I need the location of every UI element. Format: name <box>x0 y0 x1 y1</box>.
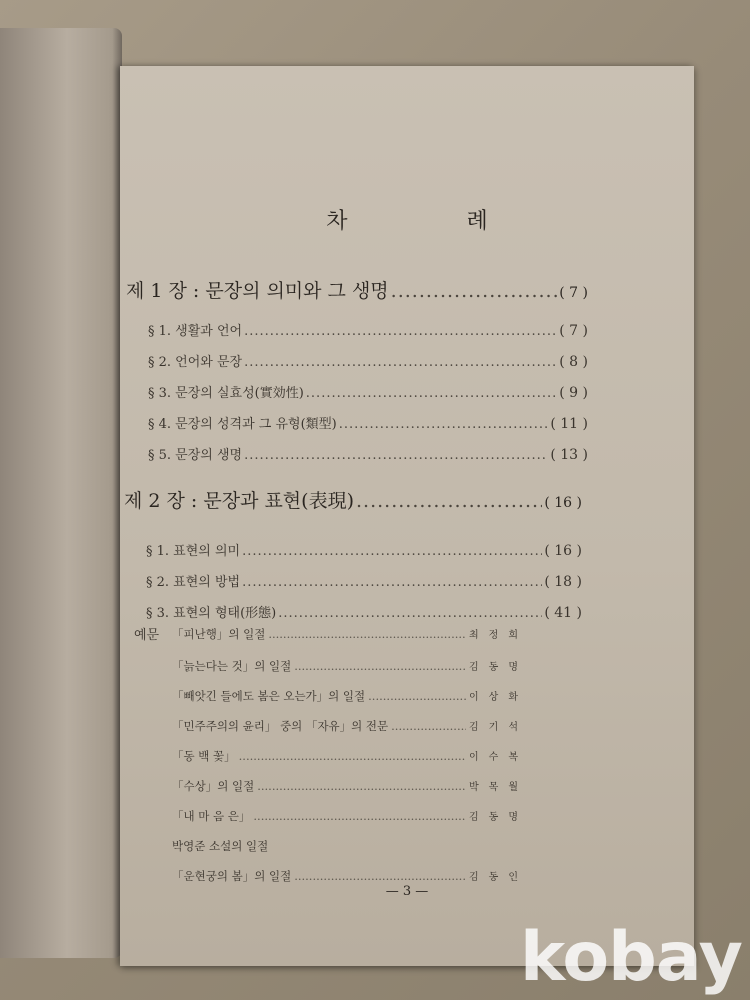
example-author: 박목월 <box>469 782 528 793</box>
left-page-edge <box>0 28 122 958</box>
section-label: § 2. 언어와 문장 <box>148 355 243 370</box>
example-author: 최정희 <box>469 630 528 641</box>
dot-leader <box>244 355 557 370</box>
dot-leader <box>294 869 466 883</box>
example-entry <box>172 626 528 642</box>
watermark-logo: kobay <box>520 918 742 997</box>
section-label: § 3. 표현의 형태(形態) <box>146 606 277 621</box>
section-label: § 3. 문장의 실효성(實効性) <box>148 386 304 401</box>
section-page: ( 9 ) <box>559 385 588 401</box>
section-page: ( 16 ) <box>544 543 582 559</box>
example-author: 김동명 <box>469 812 528 823</box>
example-entry <box>172 688 528 704</box>
section-2-1 <box>146 540 582 559</box>
dot-leader <box>306 386 557 401</box>
section-1-2 <box>148 351 588 370</box>
section-1-4 <box>148 413 588 432</box>
section-label: § 2. 표현의 방법 <box>146 575 241 590</box>
example-entry <box>172 658 528 674</box>
dot-leader <box>391 280 558 302</box>
book-page <box>120 66 694 966</box>
dot-leader <box>253 809 466 823</box>
section-page: ( 18 ) <box>544 574 582 590</box>
example-author: 김동인 <box>469 872 528 883</box>
dot-leader <box>244 324 557 339</box>
section-page: ( 8 ) <box>559 354 588 370</box>
dot-leader <box>368 689 466 703</box>
chapter-1-label: 제 1 장 : 문장의 의미와 그 생명 <box>126 280 389 302</box>
examples-label: 예문 <box>134 628 160 643</box>
chapter-1-page: ( 7 ) <box>559 285 588 301</box>
section-label: § 5. 문장의 생명 <box>148 448 243 463</box>
dot-leader <box>268 627 466 641</box>
example-title: 「민주주의의 윤리」 중의 「자유」의 전문 <box>172 719 389 733</box>
example-title: 「피난행」의 일절 <box>172 627 266 641</box>
dot-leader <box>391 719 466 733</box>
example-author: 이상화 <box>469 692 528 703</box>
section-1-3 <box>148 382 588 401</box>
section-label: § 1. 표현의 의미 <box>146 544 241 559</box>
dot-leader <box>339 417 549 432</box>
example-title: 박영준 소설의 일절 <box>172 839 269 853</box>
dot-leader <box>239 749 466 763</box>
section-page: ( 7 ) <box>559 323 588 339</box>
dot-leader <box>242 575 542 590</box>
example-title: 「동 백 꽃」 <box>172 749 236 763</box>
toc-title: 차 례 <box>326 209 544 234</box>
example-title: 「내 마 음 은」 <box>172 809 251 823</box>
chapter-2-entry <box>124 486 582 513</box>
example-entry <box>172 838 412 854</box>
section-1-1 <box>148 320 588 339</box>
section-label: § 4. 문장의 성격과 그 유형(類型) <box>148 417 337 432</box>
example-entry <box>172 718 528 734</box>
example-title: 「운현궁의 봄」의 일절 <box>172 869 292 883</box>
section-2-3 <box>146 602 582 621</box>
dot-leader <box>356 490 542 512</box>
example-title: 「빼앗긴 들에도 봄은 오는가」의 일절 <box>172 689 366 703</box>
section-1-5 <box>148 444 588 463</box>
dot-leader <box>294 659 466 673</box>
page-number: — 3 — <box>385 884 429 899</box>
chapter-2-label: 제 2 장 : 문장과 표현(表現) <box>124 490 354 512</box>
example-author: 김기석 <box>469 722 528 733</box>
example-title: 「수상」의 일절 <box>172 779 255 793</box>
section-2-2 <box>146 571 582 590</box>
dot-leader <box>278 606 542 621</box>
chapter-2-page: ( 16 ) <box>544 495 582 511</box>
example-entry <box>172 748 528 764</box>
section-label: § 1. 생활과 언어 <box>148 324 243 339</box>
example-entry <box>172 868 528 884</box>
section-page: ( 11 ) <box>550 416 588 432</box>
chapter-1-entry <box>126 276 588 303</box>
section-page: ( 41 ) <box>544 605 582 621</box>
dot-leader <box>257 779 466 793</box>
example-title: 「늙는다는 것」의 일절 <box>172 659 292 673</box>
example-entry <box>172 778 528 794</box>
example-entry <box>172 808 528 824</box>
section-page: ( 13 ) <box>550 447 588 463</box>
dot-leader <box>244 448 548 463</box>
dot-leader <box>242 544 542 559</box>
example-author: 김동명 <box>469 662 528 673</box>
example-author: 이수복 <box>469 752 528 763</box>
